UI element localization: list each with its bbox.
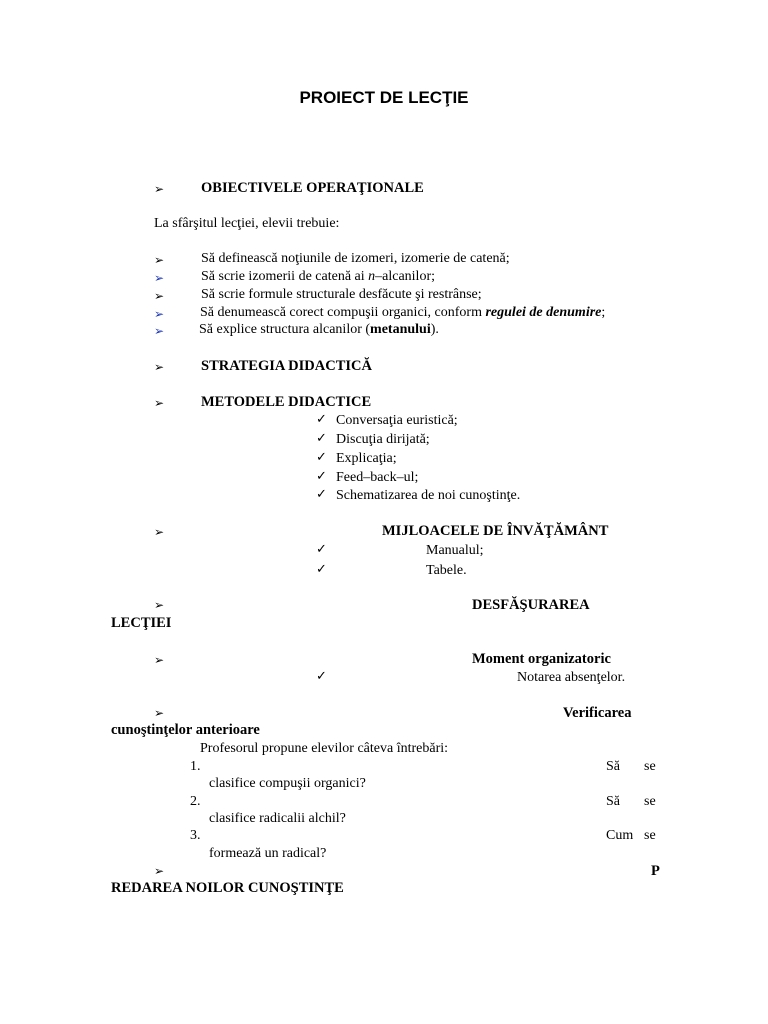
method-item: Conversaţia euristică;: [336, 413, 458, 428]
question-word: se: [644, 759, 656, 774]
organizational-item: Notarea absenţelor.: [517, 670, 626, 685]
arrow-bullet-icon: ➢: [154, 396, 165, 410]
method-item: Explicaţia;: [336, 451, 397, 466]
method-item: Feed–back–ul;: [336, 470, 419, 485]
method-item: Schematizarea de noi cunoştinţe.: [336, 488, 521, 503]
checkmark-icon: ✓: [316, 562, 327, 577]
arrow-bullet-icon: ➢: [154, 182, 165, 196]
arrow-bullet-icon: ➢: [154, 307, 165, 321]
question-text: clasifice compuşii organici?: [209, 776, 366, 791]
question-word: Să: [606, 794, 620, 809]
verification-heading-cont: cunoştinţelor anterioare: [111, 722, 260, 738]
means-heading: MIJLOACELE DE ÎNVĂŢĂMÂNT: [382, 523, 609, 539]
objective-item: Să definească noţiunile de izomeri, izomerie de catenă;: [201, 251, 510, 266]
objective-item: Să explice structura alcanilor (metanului).: [199, 322, 439, 337]
lesson-heading-cont: LECŢIEI: [111, 615, 172, 631]
new-knowledge-heading: P: [651, 863, 660, 879]
question-word: se: [644, 828, 656, 843]
checkmark-icon: ✓: [316, 431, 327, 446]
question-number: 2.: [190, 794, 201, 809]
checkmark-icon: ✓: [316, 669, 327, 684]
new-knowledge-heading-cont: REDAREA NOILOR CUNOŞTINŢE: [111, 880, 344, 896]
checkmark-icon: ✓: [316, 469, 327, 484]
objectives-intro: La sfârşitul lecţiei, elevii trebuie:: [154, 216, 340, 231]
checkmark-icon: ✓: [316, 412, 327, 427]
question-word: se: [644, 794, 656, 809]
arrow-bullet-icon: ➢: [154, 706, 165, 720]
organizational-heading: Moment organizatoric: [472, 651, 611, 667]
arrow-bullet-icon: ➢: [154, 253, 165, 267]
question-text: formează un radical?: [209, 846, 327, 861]
arrow-bullet-icon: ➢: [154, 289, 165, 303]
arrow-bullet-icon: ➢: [154, 271, 165, 285]
question-word: Cum: [606, 828, 634, 843]
question-text: clasifice radicalii alchil?: [209, 811, 346, 826]
verification-intro: Profesorul propune elevilor câteva întrebări:: [200, 741, 449, 756]
methods-heading: METODELE DIDACTICE: [201, 394, 372, 410]
means-item: Tabele.: [426, 563, 467, 578]
arrow-bullet-icon: ➢: [154, 360, 165, 374]
verification-heading: Verificarea: [563, 705, 632, 721]
question-number: 3.: [190, 828, 201, 843]
objective-item: Să scrie formule structurale desfăcute şi restrânse;: [201, 287, 482, 302]
objective-item: Să scrie izomerii de catenă ai n–alcanilor;: [201, 269, 436, 284]
objectives-heading: OBIECTIVELE OPERAŢIONALE: [201, 180, 424, 196]
method-item: Discuţia dirijată;: [336, 432, 430, 447]
arrow-bullet-icon: ➢: [154, 324, 165, 338]
question-number: 1.: [190, 759, 201, 774]
checkmark-icon: ✓: [316, 487, 327, 502]
means-item: Manualul;: [426, 543, 484, 558]
page-title: PROIECT DE LECŢIE: [299, 88, 469, 107]
question-word: Să: [606, 759, 620, 774]
lesson-heading: DESFĂŞURAREA: [472, 597, 590, 613]
arrow-bullet-icon: ➢: [154, 864, 165, 878]
objective-item: Să denumească corect compuşii organici, conform regulei de denumire;: [200, 305, 606, 320]
checkmark-icon: ✓: [316, 450, 327, 465]
arrow-bullet-icon: ➢: [154, 653, 165, 667]
strategy-heading: STRATEGIA DIDACTICĂ: [201, 358, 372, 374]
arrow-bullet-icon: ➢: [154, 598, 165, 612]
arrow-bullet-icon: ➢: [154, 525, 165, 539]
checkmark-icon: ✓: [316, 542, 327, 557]
